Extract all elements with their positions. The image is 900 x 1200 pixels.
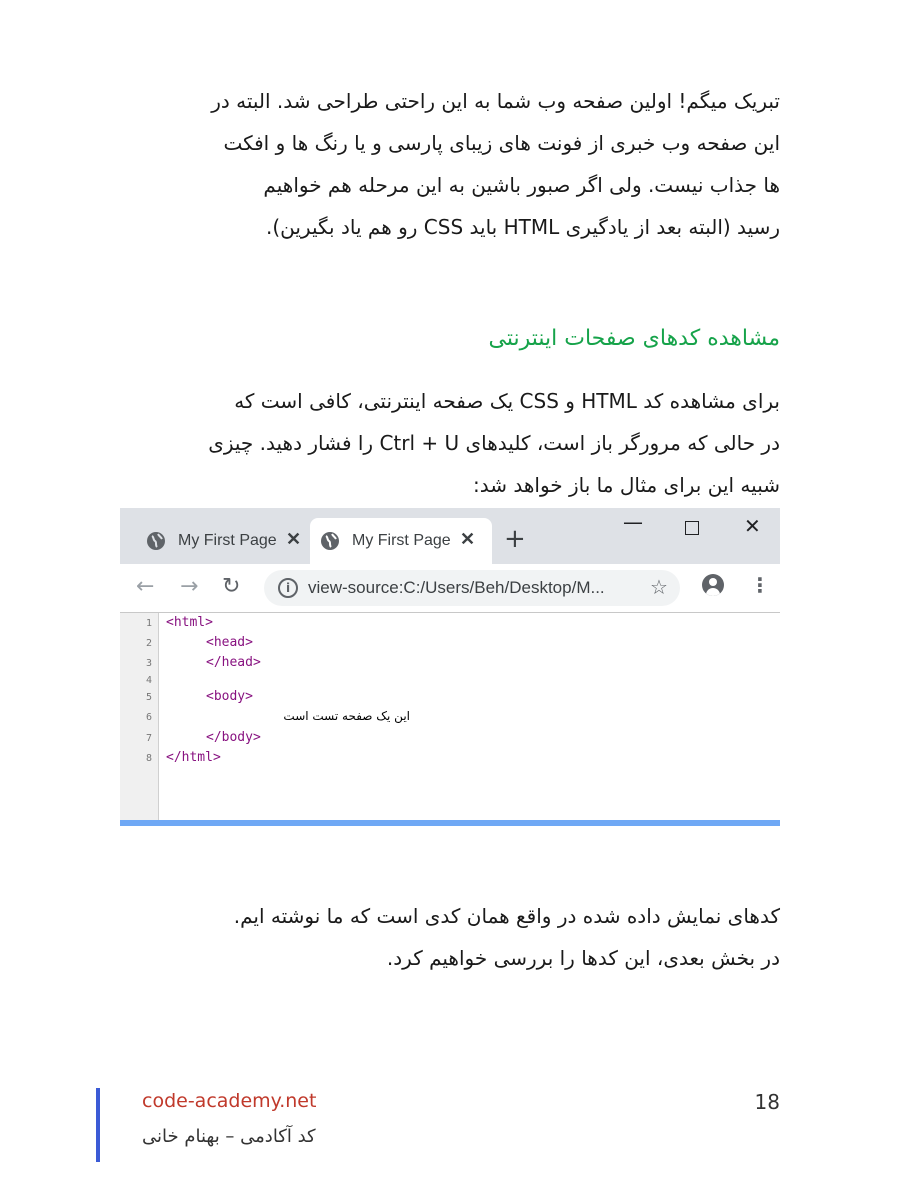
line-number: 6 [145, 712, 152, 723]
tab-inactive[interactable] [136, 518, 318, 564]
close-icon[interactable]: ✕ [460, 529, 476, 549]
intro-line: رسید (البته بعد از یادگیری HTML باید CSS رو هم یاد بگیرین). [265, 215, 780, 239]
footer-author: کد آکادمی – بهنام خانی [142, 1126, 316, 1147]
new-tab-button[interactable]: + [504, 524, 526, 554]
star-icon[interactable]: ☆ [650, 575, 668, 599]
tab-label: My First Page [178, 532, 277, 549]
forward-arrow-icon[interactable]: → [180, 574, 199, 599]
tab-label: My First Page [352, 532, 451, 549]
window-close-icon[interactable]: ✕ [744, 514, 761, 538]
source-line: </body> [206, 730, 261, 745]
maximize-icon[interactable] [685, 521, 699, 535]
close-icon[interactable]: ✕ [286, 529, 302, 549]
intro-paragraph [120, 80, 780, 248]
line-number: 5 [145, 692, 152, 703]
section-line: شبیه این برای مثال ما باز خواهد شد: [472, 473, 780, 497]
source-view [120, 613, 780, 821]
conclusion-line: کدهای نمایش داده شده در واقع همان کدی است که ما نوشته ایم. [233, 904, 780, 928]
conclusion-paragraph [120, 895, 780, 979]
browser-toolbar [120, 564, 780, 613]
source-line: <html> [166, 615, 213, 630]
line-number: 3 [145, 658, 152, 669]
globe-icon [320, 531, 340, 551]
browser-screenshot [120, 508, 780, 826]
source-line: <body> [206, 689, 253, 704]
tab-strip [120, 508, 780, 564]
footer-site-link[interactable]: code-academy.net [142, 1090, 317, 1112]
line-number: 8 [145, 753, 152, 764]
line-number: 2 [145, 638, 152, 649]
info-icon[interactable]: i [278, 578, 298, 598]
reload-icon[interactable]: ↻ [222, 574, 241, 599]
menu-icon[interactable]: ⋮ [750, 573, 770, 597]
footer-accent-bar [96, 1088, 100, 1162]
source-line: <head> [206, 635, 253, 650]
back-arrow-icon[interactable]: ← [136, 574, 155, 599]
minimize-icon[interactable]: — [623, 510, 643, 534]
intro-line: ها جذاب نیست. ولی اگر صبور باشین به این مرحله هم خواهیم [263, 173, 780, 197]
conclusion-line: در بخش بعدی، این کدها را بررسی خواهیم کرد. [386, 946, 780, 970]
intro-line: این صفحه وب خبری از فونت های زیبای پارسی و یا رنگ ها و افکت [223, 131, 780, 155]
intro-line: تبریک میگم! اولین صفحه وب شما به این راحتی طراحی شد. البته در [211, 89, 780, 113]
section-heading: مشاهده کدهای صفحات اینترنتی [488, 326, 780, 351]
globe-icon [146, 531, 166, 551]
source-line: </head> [206, 655, 261, 670]
source-line: این یک صفحه تست است [283, 709, 410, 723]
address-bar[interactable] [264, 570, 680, 606]
line-number: 4 [145, 675, 152, 686]
line-number: 1 [145, 618, 152, 629]
source-line: </html> [166, 750, 221, 765]
section-paragraph [120, 380, 780, 506]
screenshot-bottom-border [120, 820, 780, 826]
url-text[interactable]: view-source:C:/Users/Beh/Desktop/M... [308, 578, 605, 597]
section-line: برای مشاهده کد HTML و CSS یک صفحه اینترنتی، کافی است که [234, 389, 780, 413]
account-icon[interactable] [702, 574, 724, 596]
section-line: در حالی که مرورگر باز است، کلیدهای Ctrl + U را فشار دهید. چیزی [208, 431, 780, 455]
page-number: 18 [754, 1090, 780, 1114]
line-number-gutter [120, 613, 159, 821]
line-number: 7 [145, 733, 152, 744]
tab-active[interactable] [310, 518, 492, 564]
